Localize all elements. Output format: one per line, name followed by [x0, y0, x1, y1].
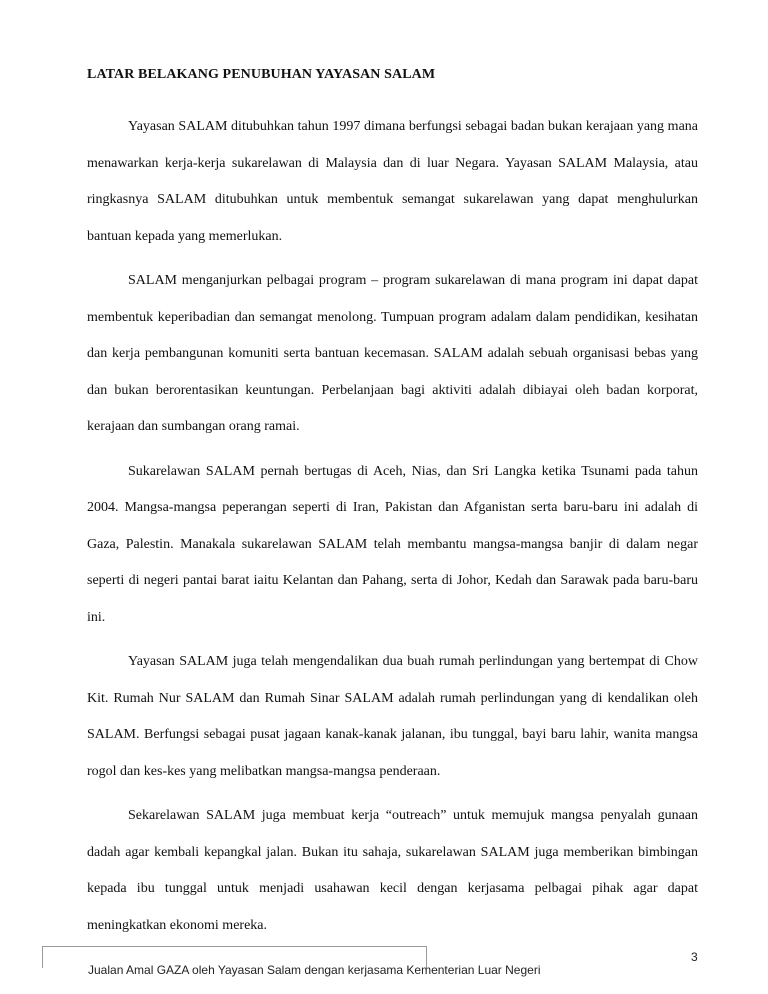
paragraph-2: SALAM menganjurkan pelbagai program – program sukarelawan di mana program ini dapat dapat membentuk keperibadian dan semangat menolong. Tumpuan program adalam dalam pendidikan, kesihatan dan kerja pembangunan komuniti serta bantuan kecemasan. SALAM adalah sebuah organisasi bebas yang dan bukan berorentasikan keuntungan. Perbelanjaan bagi aktiviti adalah dibiayai oleh badan korporat, kerajaan dan sumbangan orang ramai. [87, 273, 698, 434]
body-text [87, 109, 698, 952]
page-number: 3 [691, 950, 698, 964]
paragraph-4: Yayasan SALAM juga telah mengendalikan dua buah rumah perlindungan yang bertempat di Chow Kit. Rumah Nur SALAM dan Rumah Sinar SALAM adalah rumah perlindungan yang di kendalikan oleh SALAM. Berfungsi sebagai pusat jagaan kanak-kanak jalanan, ibu tunggal, bayi baru lahir, wanita mangsa rogol dan kes-kes yang melibatkan mangsa-mangsa penderaan. [87, 654, 698, 779]
footer-divider [43, 946, 426, 947]
footer-divider-left-edge [42, 946, 43, 968]
footer-text: Jualan Amal GAZA oleh Yayasan Salam dengan kerjasama Kementerian Luar Negeri [88, 963, 541, 977]
paragraph-5: Sekarelawan SALAM juga membuat kerja “outreach” untuk memujuk mangsa penyalah gunaan dadah agar kembali kepangkal jalan. Bukan itu sahaja, sukarelawan SALAM juga memberikan bimbingan kepada ibu tunggal untuk menjadi usahawan kecil dengan kerjasama pelbagai pihak agar dapat meningkatkan ekonomi mereka. [87, 808, 698, 933]
section-heading: LATAR BELAKANG PENUBUHAN YAYASAN SALAM [87, 67, 436, 82]
paragraph-1: Yayasan SALAM ditubuhkan tahun 1997 dimana berfungsi sebagai badan bukan kerajaan yang mana menawarkan kerja-kerja sukarelawan di Malaysia dan di luar Negara. Yayasan SALAM Malaysia, atau ringkasnya SALAM ditubuhkan untuk membentuk semangat sukarelawan yang dapat menghulurkan bantuan kepada yang memerlukan. [87, 119, 698, 244]
paragraph-3: Sukarelawan SALAM pernah bertugas di Aceh, Nias, dan Sri Langka ketika Tsunami pada tahun 2004. Mangsa-mangsa peperangan seperti di Iran, Pakistan dan Afganistan serta baru-baru ini adalah di Gaza, Palestin. Manakala sukarelawan SALAM telah membantu mangsa-mangsa banjir di dalam negar seperti di negeri pantai barat iaitu Kelantan dan Pahang, serta di Johor, Kedah dan Sarawak pada baru-baru ini. [87, 463, 698, 625]
